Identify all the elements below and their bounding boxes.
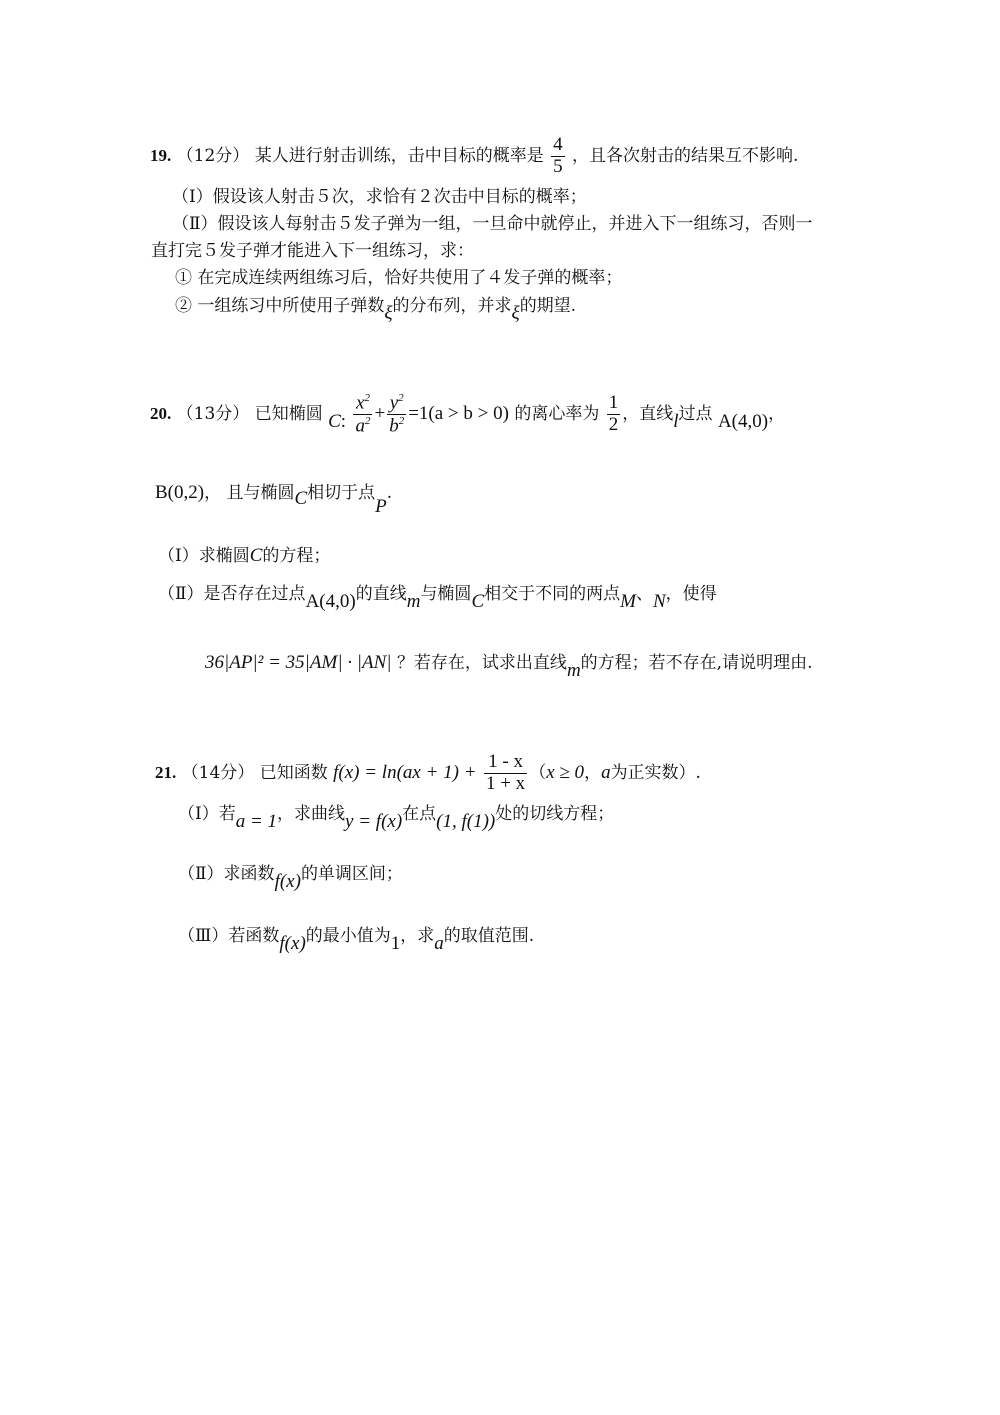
q20-point-P: P [375,496,387,517]
q19-probability-fraction [551,135,565,178]
q20-part1 [158,545,330,568]
q20-score: （13分） [176,404,250,425]
q20-ellipse-C: C [328,411,341,433]
q21-part1-text-b: ，求曲线 [277,804,346,824]
q21-part2-text-b: 的单调区间； [300,864,403,884]
q20-condition-formula: 36|AP|² = 35|AM| · |AN| [205,652,392,673]
q20-colon: : [340,411,347,433]
q21-frac-numerator: 1 - x [484,752,527,774]
q21-part1-text-a: （Ⅰ）若 [178,804,236,824]
q21-part3-text-d: 的取值范围. [443,926,535,946]
q20-stem-text-b: 的离心率为 [514,404,600,425]
q20-comma: ， [768,404,786,425]
q21-a-symbol: a [601,761,611,783]
q21-fraction [484,752,527,795]
q20-x-fraction [353,392,372,437]
q19-part1: （Ⅰ）假设该人射击５次，求恰有２次击中目标的概率； [172,187,587,207]
q20-period: . [386,483,393,503]
q20-point-B: B(0,2) [155,482,205,503]
q20-x2: $x^2$ [353,392,372,415]
q21-one: 1 [390,933,401,954]
q21-function-def: f(x) = ln(ax + 1) + [333,761,477,783]
q20-point-N: N [652,591,666,612]
q19-xi-symbol-2: ξ [511,303,520,324]
q21-a-symbol-2: a [434,933,444,954]
q21-number: 21. [155,762,177,782]
q19-sub2-text-c: 的期望. [519,296,577,316]
q19-number: 19. [150,145,172,165]
q20-ellipse-C-4: C [471,591,485,612]
q20-condition [205,652,813,681]
q19-prob-numerator: 4 [553,134,563,155]
q20-ellipse-C-2: C [294,488,308,509]
q20-part2-text-b: 的直线 [355,584,407,604]
q21-part1-text-c: 在点 [402,804,437,824]
q21-fx-2: f(x) [279,933,306,954]
q21-part3-text-b: 的最小值为 [305,926,391,946]
q21-part1-text-d: 处的切线方程； [495,804,615,824]
q20-e-denominator: 2 [608,414,619,436]
q21-part3 [178,925,535,954]
q20-comma-2: ， [204,483,222,503]
q21-frac-denominator: 1 + x [485,772,526,794]
q20-part2 [158,583,717,612]
q19-sub2-text-b: 的分布列，并求 [392,296,512,316]
q20-y-fraction [387,392,406,437]
q20-line-l: l [673,411,679,433]
q19-stem [150,135,798,178]
q20-line-m-2: m [566,660,581,681]
q19-part2-line2: 直打完５发子弹才能进入下一组练习，求： [151,241,474,261]
q20-part2-text-c: 与椭圆 [420,584,472,604]
q21-x-condition: x ≥ 0 [546,761,585,783]
q21-stem-text-a: 已知函数 [259,762,328,783]
q19-prob-denominator: 5 [553,155,563,177]
q20-number: 20. [150,404,172,424]
q21-point: (1, f(1)) [436,811,496,832]
q19-stem-text-a: 某人进行射击训练，击中目标的概率是 [254,145,544,166]
q20-part2-text-g: 的方程；若不存在,请说明理由. [580,653,813,673]
q20-part1-text-b: 的方程； [262,546,331,566]
q19-xi-symbol: ξ [384,303,393,324]
q20-stem-text-e: 且与椭圆 [226,483,295,503]
q20-part2-text-e: ，使得 [665,584,717,604]
q19-sub2 [175,295,577,324]
q20-stem-cont [155,482,393,517]
q21-stem-text-b: （ [529,762,547,783]
q21-part1 [178,803,615,832]
q20-ellipse-C-3: C [249,545,263,566]
q21-part2 [178,863,403,892]
q19-score: （12分） [176,145,250,166]
q20-point-A-2: A(4,0) [305,591,356,612]
q20-eccentricity-fraction [607,393,621,436]
q20-b2: $b^2$ [389,415,405,437]
q20-dun: 、 [635,584,653,604]
q20-point-M: M [620,591,636,612]
q20-e-numerator: 1 [608,392,619,414]
q20-stem-text-c: ，直线 [622,404,674,425]
q21-score: （14分） [181,762,255,783]
q21-part3-text-c: ，求 [400,926,435,946]
q20-y2: $y^2$ [387,392,406,415]
q21-stem-text-c: ， [584,762,602,783]
q21-fx: f(x) [274,871,301,892]
q20-eq-rest: =1(a > b > 0) [408,403,509,425]
q21-curve: y = f(x) [345,811,403,832]
q19-part2-line1: （Ⅱ）假设该人每射击５发子弹为一组，一旦命中就停止，并进入下一组练习，否则一 [172,214,813,234]
q20-stem-text-a: 已知椭圆 [254,404,323,425]
q20-point-A: A(4,0) [717,411,769,433]
q20-plus: + [374,403,386,425]
q20-part2-text-a: （Ⅱ）是否存在过点 [158,584,306,604]
q21-stem-text-d: 为正实数）. [610,762,701,783]
q20-stem-text-f: 相切于点 [307,483,376,503]
q19-sub1: ① 在完成连续两组练习后，恰好共使用了４发子弹的概率； [175,268,623,288]
q20-part2-text-d: 相交于不同的两点 [484,584,621,604]
q21-part2-text-a: （Ⅱ）求函数 [178,864,275,884]
q20-stem-text-d: 过点 [678,404,713,425]
q20-part1-text-a: （Ⅰ）求椭圆 [158,546,250,566]
q21-part3-text-a: （Ⅲ）若函数 [178,926,280,946]
q20-line-m: m [406,591,421,612]
q20-part2-text-f: ？若存在，试求出直线 [396,653,567,673]
q19-sub2-text-a: ② 一组练习中所使用子弹数 [175,296,385,316]
q19-stem-text-b: ，且各次射击的结果互不影响. [572,145,799,166]
q21-a-eq-1: a = 1 [235,811,278,832]
q21-stem [155,752,701,795]
q20-stem [150,392,785,437]
q20-a2: $a^2$ [355,415,371,437]
